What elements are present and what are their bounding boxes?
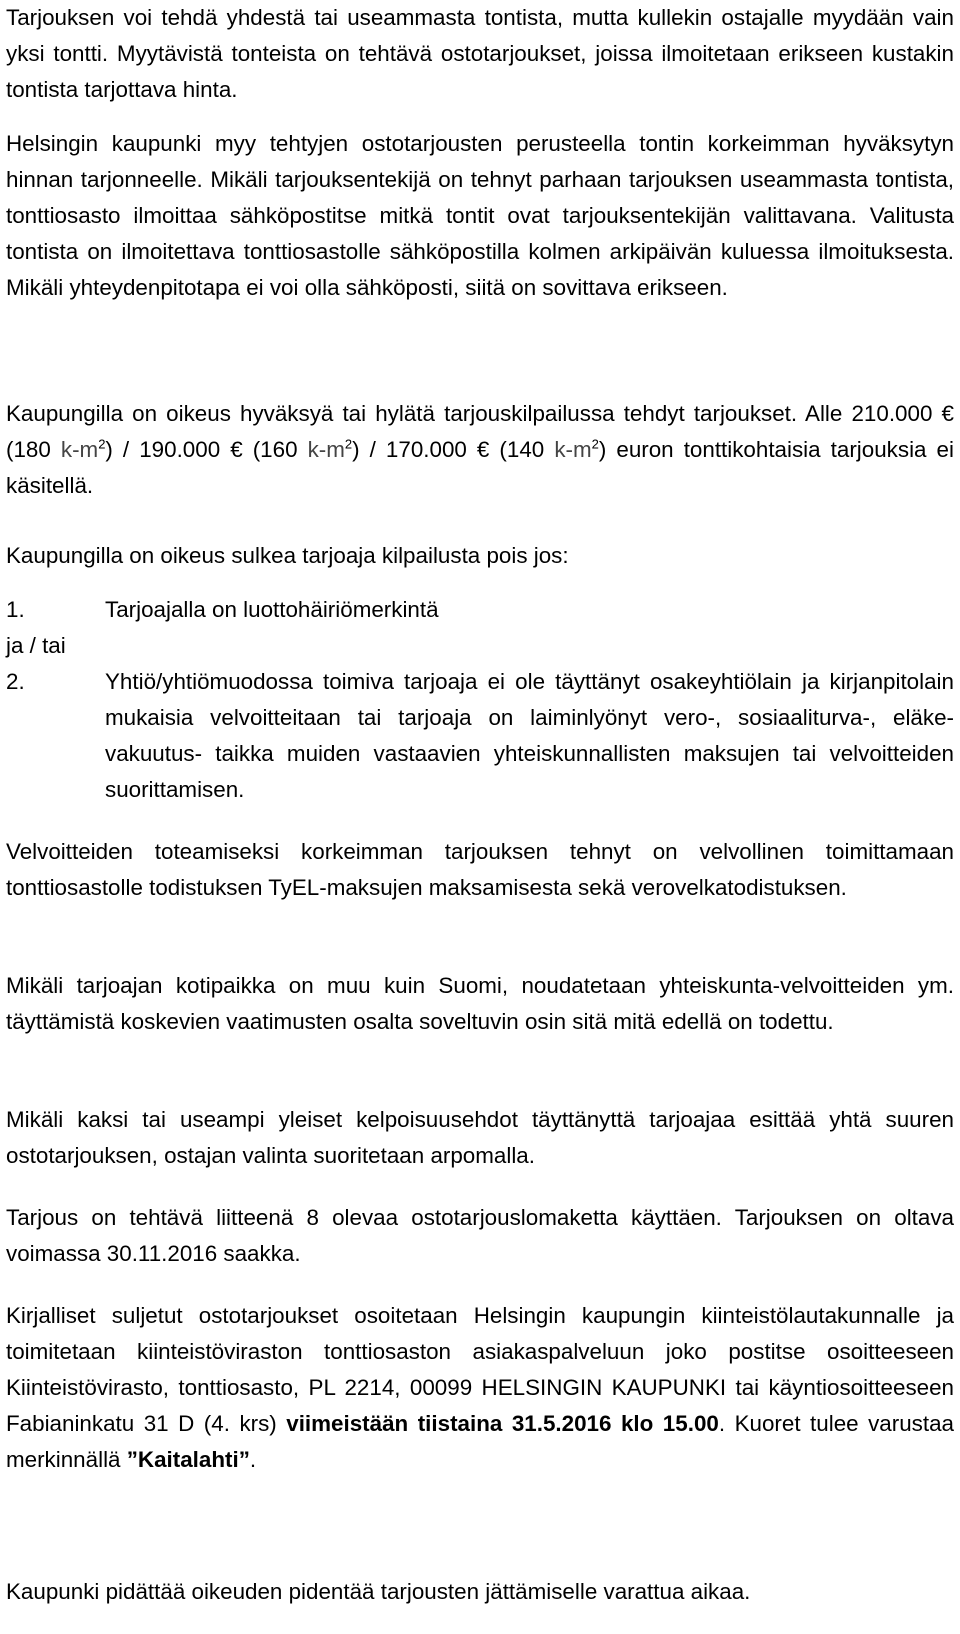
paragraph-exclusion-intro: Kaupungilla on oikeus sulkea tarjoaja kilpailusta pois jos: (6, 543, 569, 568)
min-price-text-a: Alle 210.000 € (180 (6, 401, 954, 462)
paragraph-offer-scope: Tarjouksen voi tehdä yhdestä tai useammasta tontista, mutta kullekin ostajalle myydään vain yksi tontti. Myytävistä tonteista on tehtävä ostotarjoukset, joissa ilmoitetaan erikseen kustakin tontista tarjottava hinta. (6, 5, 954, 102)
list-item-text: Yhtiö/yhtiömuodossa toimiva tarjoaja ei ole täyttänyt osakeyhtiölain ja kirjanpitolain mukaisia velvoitteitaan tai tarjoaja on laiminlyönyt vero-, sosiaaliturva-, eläke- vakuutus- taikka muiden vastaavien yhteiskunnallisten maksujen tai velvoitteiden suorittamisen. (105, 669, 954, 802)
paragraph-foreign-bidder: Mikäli tarjoajan kotipaikka on muu kuin Suomi, noudatetaan yhteiskunta-velvoitteiden ym. täyttämistä koskevien vaatimusten osalta soveltuvin osin sitä mitä edellä on todettu. (6, 973, 954, 1034)
superscript-1: 2 (98, 436, 106, 452)
envelope-marking-bold: ”Kaitalahti” (126, 1447, 250, 1472)
paragraph-offer-form: Tarjous on tehtävä liitteenä 8 olevaa ostotarjouslomaketta käyttäen. Tarjouksen on oltava voimassa 30.11.2016 saakka. (6, 1205, 954, 1266)
list-item-number: 2. (6, 669, 25, 694)
list-item (6, 592, 954, 628)
unit-km2-2: k-m (307, 437, 345, 462)
submission-text-b: . Kuoret tulee varustaa merkinnällä (6, 1411, 954, 1472)
min-price-text-c: ) / 170.000 € (140 (352, 437, 555, 462)
exclusion-list (6, 592, 954, 808)
paragraph-tie-break: Mikäli kaksi tai useampi yleiset kelpoisuusehdot täyttänyttä tarjoajaa esittää yhtä suuren ostotarjouksen, ostajan valinta suoritetaan arpomalla. (6, 1107, 954, 1168)
paragraph-submission (6, 1298, 954, 1478)
paragraph-obligations: Velvoitteiden toteamiseksi korkeimman tarjouksen tehnyt on velvollinen toimittamaan tonttiosastolle todistuksen TyEL-maksujen maksamisesta sekä verovelkatodistuksen. (6, 839, 954, 900)
list-item-text: Tarjoajalla on luottohäiriömerkintä (105, 597, 439, 622)
submission-text-c: . (249, 1447, 257, 1472)
list-item (6, 664, 954, 808)
unit-km2-1: k-m (60, 437, 99, 462)
list-connector-text: ja / tai (6, 633, 66, 658)
list-connector (6, 628, 954, 664)
submission-text-a: Kirjalliset suljetut ostotarjoukset osoitetaan Helsingin kaupungin kiinteistölautakunnalle ja toimitetaan kiinteistöviraston tonttiosaston asiakaspalveluun joko postitse osoitteeseen Kiinteistövirasto, tonttiosasto, PL 2214, 00099 HELSINGIN KAUPUNKI tai käyntiosoitteeseen Fabianinkatu 31 D (4. krs) (6, 1303, 954, 1436)
superscript-2: 2 (344, 436, 353, 452)
list-item-number: 1. (6, 597, 25, 622)
min-price-text-b: ) / 190.000 € (160 (105, 437, 308, 462)
unit-km2-3: k-m (554, 437, 592, 462)
rights-line: Kaupungilla on oikeus hyväksyä tai hylätä tarjouskilpailussa tehdyt tarjoukset. (6, 401, 798, 426)
paragraph-extension-right: Kaupunki pidättää oikeuden pidentää tarjousten jättämiselle varattua aikaa. (6, 1579, 751, 1604)
paragraph-rights-and-limits (6, 396, 954, 504)
deadline-bold: viimeistään tiistaina 31.5.2016 klo 15.00 (286, 1411, 719, 1436)
superscript-3: 2 (591, 436, 599, 452)
min-price-text-d: ) euron tonttikohtaisia tarjouksia ei käsitellä. (6, 437, 954, 498)
paragraph-sale-basis: Helsingin kaupunki myy tehtyjen ostotarjousten perusteella tontin korkeimman hyväksytyn hinnan tarjonneelle. Mikäli tarjouksentekijä on tehnyt parhaan tarjouksen useammasta tontista, tonttiosasto ilmoittaa sähköpostitse mitkä tontit ovat tarjouksentekijän valittavana. Valitusta tontista on ilmoitettava tonttiosastolle sähköpostilla kolmen arkipäivän kuluessa ilmoituksesta. Mikäli yhteydenpitotapa ei voi olla sähköposti, siitä on sovittava erikseen. (6, 131, 954, 300)
